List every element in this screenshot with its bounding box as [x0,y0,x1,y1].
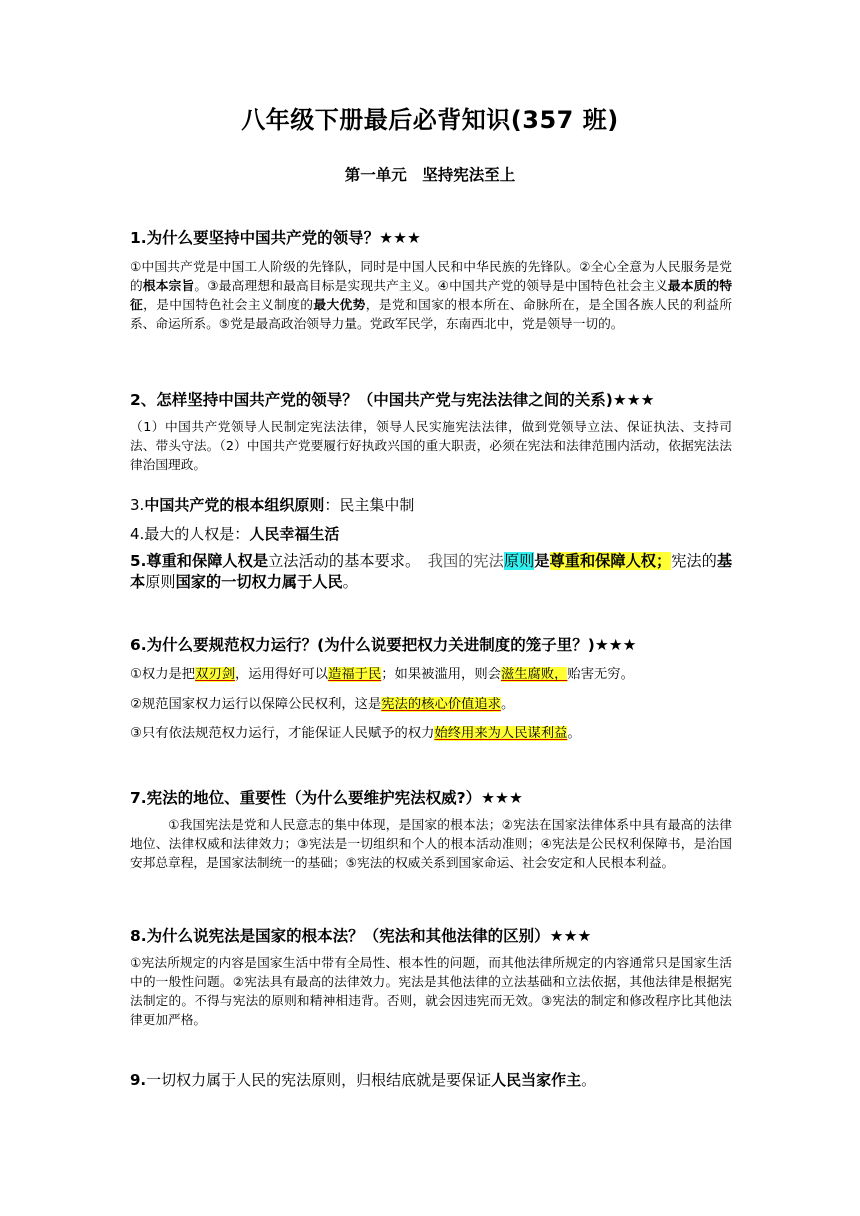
question-7-answer: ①我国宪法是党和人民意志的集中体现，是国家的根本法；②宪法在国家法律体系中具有最高的法律地位、法律权威和法律效力；③宪法是一切组织和个人的根本活动准则；④宪法是公民权利保障书，是治国安邦总章程，是国家法制统一的基础；⑤宪法的权威关系到国家命运、社会安定和人民根本利益。 [130,817,732,870]
question-2-heading: 2、怎样坚持中国共产党的领导？（中国共产党与宪法法律之间的关系)★★★ [130,391,655,409]
point-5: 5.尊重和保障人权是立法活动的基本要求。 我国的宪法原则是尊重和保障人权；宪法的基本原则国家的一切权力属于人民。 [130,552,733,591]
question-8-heading: 8.为什么说宪法是国家的根本法？（宪法和其他法律的区别）★★★ [130,927,592,945]
question-1-answer: ①中国共产党是中国工人阶级的先锋队，同时是中国人民和中华民族的先锋队。②全心全意为人民服务是党的根本宗旨。③最高理想和最高目标是实现共产主义。④中国共产党的领导是中国特色社会主义最本质的特征，是中国特色社会主义制度的最大优势，是党和国家的根本所在、命脉所在，是全国各族人民的利益所系、命运所系。⑤党是最高政治领导力量。党政军民学，东南西北中，党是领导一切的。 [130,259,733,331]
question-7-heading: 7.宪法的地位、重要性（为什么要维护宪法权威?）★★★ [130,789,523,807]
question-8-answer: ①宪法所规定的内容是国家生活中带有全局性、根本性的问题，而其他法律所规定的内容通常只是国家生活中的一般性问题。②宪法具有最高的法律效力。宪法是其他法律的立法基础和立法依据，其他法律是根据宪法制定的。不得与宪法的原则和精神相违背。否则，就会因违宪而无效。③宪法的制定和修改程序比其他法律更加严格。 [130,955,732,1027]
question-2-answer: （1）中国共产党领导人民制定宪法法律，领导人民实施宪法法律，做到党领导立法、保证执法、支持司法、带头守法。（2）中国共产党要履行好执政兴国的重大职责，必须在宪法和法律范围内活动，依据宪法法律治国理政。 [130,419,732,472]
question-6-point-3: ③只有依法规范权力运行，才能保证人民赋予的权力始终用来为人民谋利益。 [130,726,581,741]
question-6-point-1: ①权力是把双刃剑，运用得好可以造福于民；如果被滥用，则会滋生腐败，贻害无穷。 [130,667,634,682]
unit-heading: 第一单元 坚持宪法至上 [344,166,516,184]
point-3: 3.中国共产党的根本组织原则：民主集中制 [130,496,415,514]
document-title: 八年级下册最后必背知识(357 班) [241,106,619,134]
question-6-point-2: ②规范国家权力运行以保障公民权利，这是宪法的核心价值追求。 [130,697,515,712]
question-1-heading: 1.为什么要坚持中国共产党的领导？★★★ [130,229,421,247]
point-4: 4.最大的人权是：人民幸福生活 [130,525,340,543]
question-6-heading: 6.为什么要规范权力运行？(为什么说要把权力关进制度的笼子里？)★★★ [130,636,637,654]
point-9: 9.一切权力属于人民的宪法原则，归根结底就是要保证人民当家作主。 [130,1071,597,1089]
